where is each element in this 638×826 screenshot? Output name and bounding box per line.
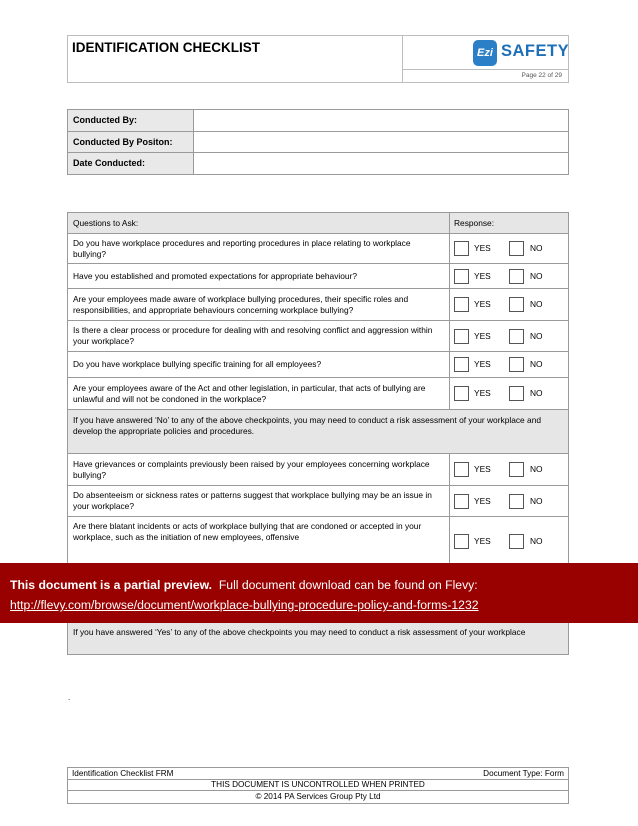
no-checkbox[interactable] — [509, 297, 524, 312]
questions-table — [67, 212, 569, 567]
table-header-row — [68, 213, 569, 234]
yes-checkbox[interactable] — [454, 241, 469, 256]
no-label: NO — [530, 536, 543, 546]
table-row — [68, 110, 569, 132]
yes-label: YES — [474, 299, 491, 309]
table-row — [68, 454, 569, 486]
yes-label: YES — [474, 270, 491, 281]
footer-row — [68, 768, 568, 780]
yes-checkbox[interactable] — [454, 534, 469, 549]
no-checkbox[interactable] — [509, 241, 524, 256]
yes-checkbox[interactable] — [454, 269, 469, 284]
yes-label: YES — [474, 243, 491, 253]
yes-label: YES — [474, 330, 491, 341]
no-label: NO — [530, 270, 543, 281]
no-checkbox[interactable] — [509, 534, 524, 549]
table-row — [68, 352, 569, 378]
preview-bold: This document is a partial preview. — [10, 578, 213, 592]
preview-text: Full document download can be found on Flevy: — [218, 578, 478, 592]
no-checkbox[interactable] — [509, 269, 524, 284]
yes-label: YES — [474, 495, 491, 506]
yes-checkbox[interactable] — [454, 386, 469, 401]
conducted-info-table — [67, 109, 569, 175]
conducted-by-field[interactable] — [194, 110, 569, 132]
stray-dot: . — [68, 693, 71, 702]
question-text: Have you established and promoted expectations for appropriate behaviour? — [68, 264, 450, 289]
footer-right: Document Type: Form — [483, 768, 564, 778]
note-row — [68, 410, 569, 454]
yes-checkbox[interactable] — [454, 494, 469, 509]
no-checkbox[interactable] — [509, 494, 524, 509]
preview-banner — [0, 563, 638, 623]
footer-left: Identification Checklist FRM — [72, 768, 174, 778]
table-row — [68, 264, 569, 289]
conducted-by-position-label: Conducted By Positon: — [68, 131, 194, 153]
yes-checkbox[interactable] — [454, 297, 469, 312]
no-checkbox[interactable] — [509, 329, 524, 344]
footer-copyright: © 2014 PA Services Group Pty Ltd — [255, 792, 381, 802]
page-number: Page 22 of 29 — [521, 72, 562, 79]
document-title: IDENTIFICATION CHECKLIST — [68, 36, 403, 82]
question-text: Are your employees made aware of workplace bullying procedures, their specific roles and responsibilities, and appropriate behaviours concerning workplace bullying? — [68, 289, 450, 321]
yes-checkbox[interactable] — [454, 462, 469, 477]
question-text: Do you have workplace bullying specific training for all employees? — [68, 352, 450, 378]
note-yes-text: If you have answered ‘Yes’ to any of the above checkpoints you may need to conduct a risk assessment of your workplace — [67, 616, 569, 655]
yes-label: YES — [474, 388, 491, 398]
question-text: Is there a clear process or procedure for dealing with and resolving conflict and aggression within your workplace? — [68, 321, 450, 352]
preview-link[interactable]: http://flevy.com/browse/document/workplace-bullying-procedure-policy-and-forms-1232 — [10, 598, 479, 612]
response-header: Response: — [450, 213, 569, 234]
no-label: NO — [530, 495, 543, 506]
no-checkbox[interactable] — [509, 462, 524, 477]
no-label: NO — [530, 299, 543, 309]
yes-label: YES — [474, 464, 491, 474]
conducted-by-position-field[interactable] — [194, 131, 569, 153]
conducted-by-label: Conducted By: — [68, 110, 194, 132]
question-text: Are there blatant incidents or acts of workplace bullying that are condoned or accepted in your workplace, such as the initiation of new employees, offensive — [68, 517, 450, 567]
note-no-text: If you have answered ‘No’ to any of the above checkpoints, you may need to conduct a risk assessment of your workplace and develop the appropriate policies and procedures. — [68, 410, 569, 454]
footer-uncontrolled: THIS DOCUMENT IS UNCONTROLLED WHEN PRINTED — [68, 780, 568, 792]
preview-message — [10, 575, 638, 595]
no-label: NO — [530, 243, 543, 253]
document-header — [67, 35, 569, 83]
yes-checkbox[interactable] — [454, 329, 469, 344]
table-row — [68, 486, 569, 517]
question-text: Have grievances or complaints previously been raised by your employees concerning workplace bullying? — [68, 454, 450, 486]
no-label: NO — [530, 359, 543, 369]
date-conducted-label: Date Conducted: — [68, 153, 194, 175]
table-row — [68, 289, 569, 321]
no-label: NO — [530, 388, 543, 398]
questions-header: Questions to Ask: — [68, 213, 450, 234]
no-label: NO — [530, 464, 543, 474]
logo-mark: Ezi — [473, 40, 497, 66]
logo-text: SAFETY — [501, 42, 570, 60]
yes-label: YES — [474, 536, 491, 546]
question-text: Are your employees aware of the Act and other legislation, in particular, that acts of bullying are unlawful and will not be condoned in the workplace? — [68, 378, 450, 410]
question-text: Do absenteeism or sickness rates or patterns suggest that workplace bullying may be an issue in your workplace? — [68, 486, 450, 517]
document-footer — [67, 767, 569, 804]
table-row — [68, 378, 569, 410]
question-text: Do you have workplace procedures and reporting procedures in place relating to workplace bullying? — [68, 234, 450, 264]
table-row — [68, 153, 569, 175]
table-row — [68, 131, 569, 153]
no-checkbox[interactable] — [509, 357, 524, 372]
yes-checkbox[interactable] — [454, 357, 469, 372]
date-conducted-field[interactable] — [194, 153, 569, 175]
company-logo — [403, 36, 568, 70]
table-row — [68, 234, 569, 264]
no-checkbox[interactable] — [509, 386, 524, 401]
table-row — [68, 517, 569, 567]
yes-label: YES — [474, 359, 491, 369]
no-label: NO — [530, 330, 543, 341]
table-row — [68, 321, 569, 352]
